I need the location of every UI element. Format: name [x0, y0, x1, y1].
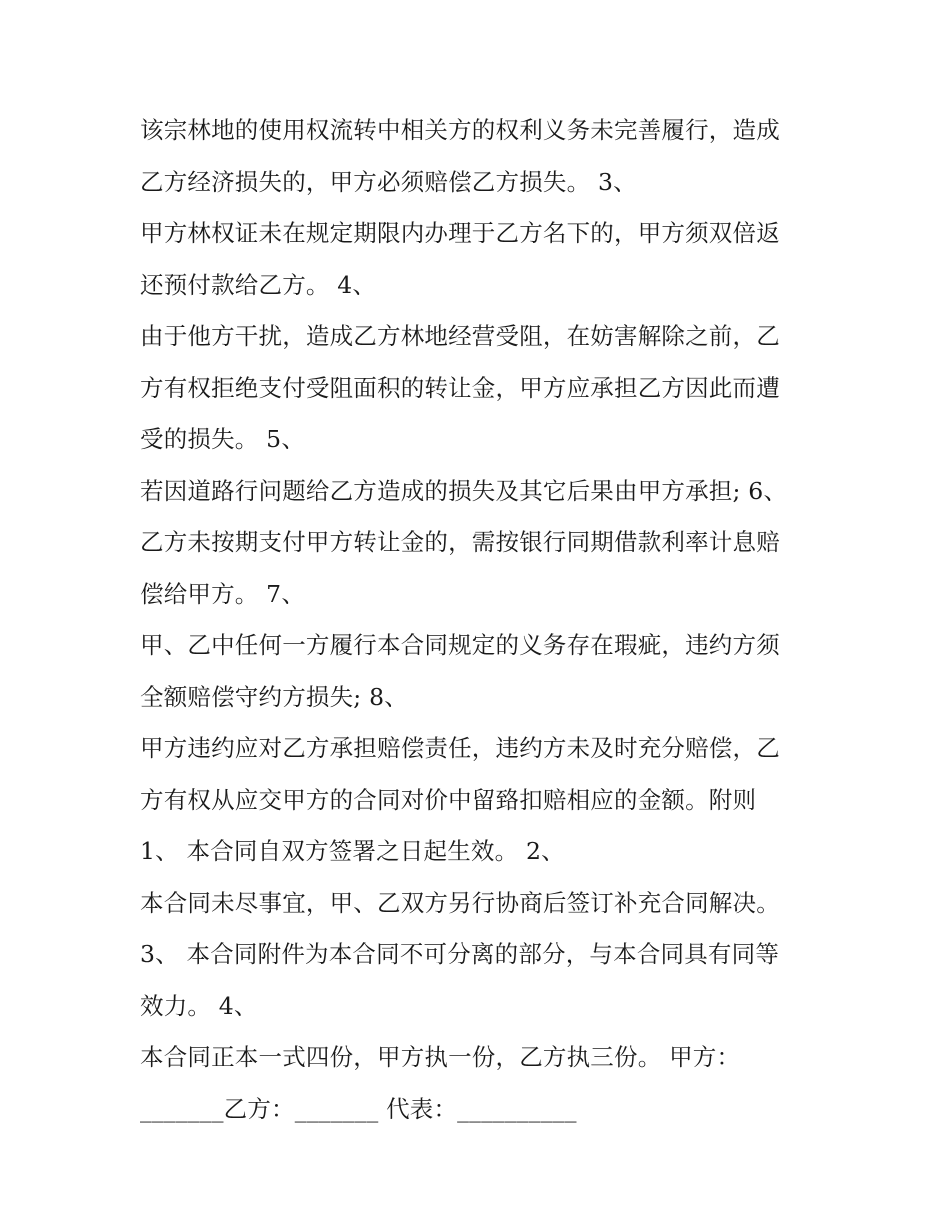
text-line: 甲、乙中任何一方履行本合同规定的义务存在瑕疵，违约方须 [140, 631, 780, 659]
text-line: 由于他方干扰，造成乙方林地经营受阻，在妨害解除之前，乙 [140, 322, 780, 350]
text-line: 受的损失。 5、 [140, 425, 306, 453]
signature-line: _______乙方：_______ 代表：__________ [140, 1094, 577, 1123]
text-line: 全额赔偿守约方损失; 8、 [140, 682, 408, 711]
text-line: 若因道路行问题给乙方造成的损失及其它后果由甲方承担; 6、 [140, 476, 788, 505]
text-line: 本合同未尽事宜，甲、乙双方另行协商后签订补充合同解决。 [140, 888, 780, 917]
text-line: 该宗林地的使用权流转中相关方的权利义务未完善履行，造成 [140, 116, 780, 144]
text-line: 效力。 4、 [140, 991, 258, 1020]
text-line: 乙方未按期支付甲方转让金的，需按银行同期借款利率计息赔 [140, 528, 780, 556]
contract-body [140, 108, 830, 1138]
text-line: 方有权拒绝支付受阻面积的转让金，甲方应承担乙方因此而遭 [140, 373, 780, 402]
text-line: 本合同正本一式四份，甲方执一份，乙方执三份。 甲方： [140, 1043, 741, 1071]
text-line: 甲方林权证未在规定期限内办理于乙方名下的，甲方须双倍返 [140, 219, 780, 247]
text-line: 方有权从应交甲方的合同对价中留臵扣赔相应的金额。附则 [140, 785, 757, 814]
text-line: 1、 本合同自双方签署之日起生效。 2、 [140, 837, 565, 865]
text-line: 还预付款给乙方。 4、 [140, 270, 377, 299]
text-line: 甲方违约应对乙方承担赔偿责任，违约方未及时充分赔偿，乙 [140, 734, 780, 762]
text-line: 偿给甲方。 7、 [140, 579, 306, 608]
text-line: 乙方经济损失的，甲方必须赔偿乙方损失。 3、 [140, 167, 637, 196]
text-line: 3、 本合同附件为本合同不可分离的部分，与本合同具有同等 [140, 940, 780, 968]
